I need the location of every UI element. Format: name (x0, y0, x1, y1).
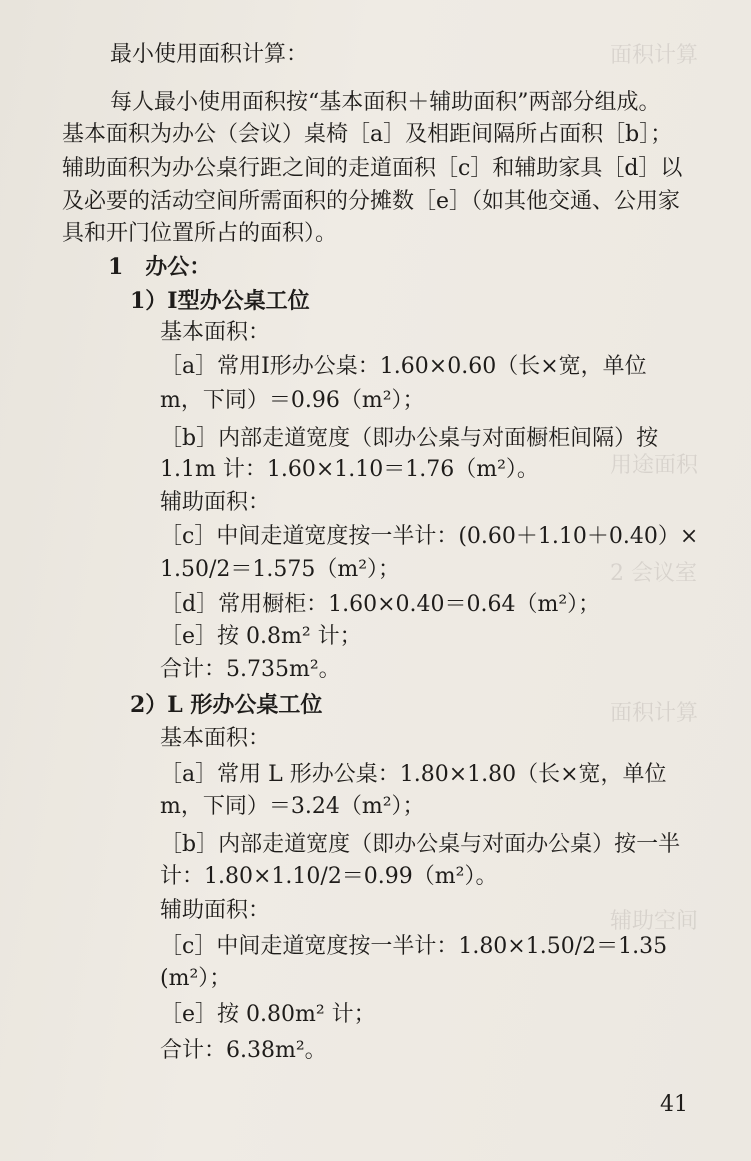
paragraph-line: 辅助面积为办公桌行距之间的走道面积［c］和辅助家具［d］以 (62, 156, 683, 181)
section-heading: 1 办公： (108, 254, 212, 280)
paragraph-line: 基本面积为办公（会议）桌椅［a］及相距间隔所占面积［b］； (62, 122, 673, 147)
subsection-heading: 1）Ⅰ型办公桌工位 (130, 288, 310, 314)
paragraph-line: ［b］内部走道宽度（即办公桌与对面橱柜间隔）按 (160, 426, 659, 451)
bleed-through-text: 2 会议室 (610, 561, 697, 586)
paragraph-line: ［d］常用橱柜：1.60×0.40＝0.64（m²）； (160, 592, 601, 617)
paragraph-line: ［e］按 0.8m² 计； (160, 624, 362, 649)
bleed-through-text: 辅助空间 (610, 909, 699, 934)
paragraph-line: ［b］内部走道宽度（即办公桌与对面办公桌）按一半 (160, 832, 681, 857)
paragraph-line: 合计：5.735m²。 (160, 657, 341, 682)
paragraph-line: 合计：6.38m²。 (160, 1038, 327, 1063)
paragraph-line: 1.50/2＝1.575（m²）； (160, 557, 401, 582)
paragraph-line: ［c］中间走道宽度按一半计：1.80×1.50/2＝1.35 (160, 934, 668, 959)
paragraph-line: 基本面积： (160, 320, 271, 345)
paragraph-line: 辅助面积： (160, 490, 271, 515)
bleed-through-text: 面积计算 (610, 43, 699, 68)
paragraph-line: ［a］常用 L 形办公桌：1.80×1.80（长×宽，单位 (160, 762, 667, 787)
paragraph-line: (m²）； (160, 966, 232, 991)
paragraph-line: ［c］中间走道宽度按一半计：(0.60＋1.10＋0.40）× (160, 524, 699, 549)
bleed-through-text: 用途面积 (610, 453, 699, 478)
page-number: 41 (660, 1092, 688, 1117)
paragraph-line: ［e］按 0.80m² 计； (160, 1002, 376, 1027)
bleed-through-text: 面积计算 (610, 701, 699, 726)
paragraph-line: ［a］常用Ⅰ形办公桌：1.60×0.60（长×宽，单位 (160, 354, 647, 379)
paragraph-line: m，下同）＝3.24（m²）； (160, 794, 425, 819)
paragraph-line: 及必要的活动空间所需面积的分摊数［e］（如其他交通、公用家 (62, 189, 681, 214)
paragraph-line: 1.1m 计：1.60×1.10＝1.76（m²）。 (160, 457, 539, 482)
paragraph-line: 每人最小使用面积按“基本面积＋辅助面积”两部分组成。 (110, 90, 661, 115)
paragraph-line: 最小使用面积计算： (110, 42, 309, 67)
subsection-heading: 2）L 形办公桌工位 (130, 692, 323, 718)
paragraph-line: 具和开门位置所占的面积）。 (62, 221, 338, 246)
paragraph-line: 计：1.80×1.10/2＝0.99（m²）。 (160, 864, 498, 889)
paragraph-line: 基本面积： (160, 726, 271, 751)
paragraph-line: 辅助面积： (160, 898, 271, 923)
paragraph-line: m，下同）＝0.96（m²）； (160, 388, 425, 413)
